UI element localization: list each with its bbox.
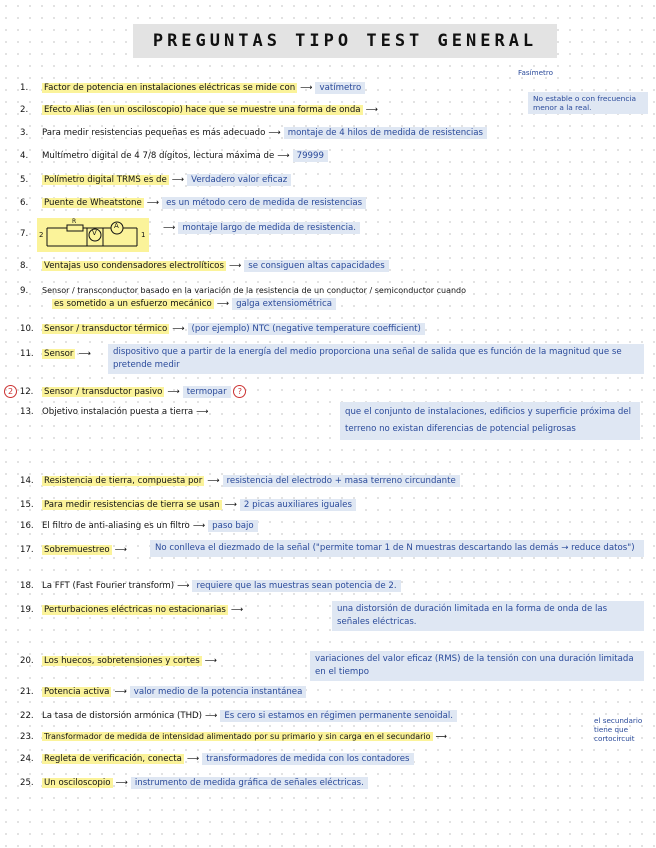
title-banner	[133, 24, 557, 58]
answer-text: se consiguen altas capacidades	[244, 260, 388, 272]
arrow-icon: ⟶	[167, 387, 180, 397]
list-item	[42, 520, 258, 532]
arrow-icon: ⟶	[78, 349, 91, 359]
item-number: 14.	[20, 476, 34, 486]
question-text: Efecto Alias (en un osciloscopio) hace que se muestre una forma de onda	[44, 105, 361, 115]
question-text-cont: es sometido a un esfuerzo mecánico	[54, 299, 212, 309]
item-number: 3.	[20, 128, 29, 138]
arrow-icon: ⟶	[186, 754, 200, 764]
arrow-icon: ⟶	[114, 545, 127, 555]
answer-text: montaje de 4 hilos de medida de resistencias	[284, 127, 487, 139]
item-number: 8.	[20, 261, 29, 271]
question-text: Puente de Wheatstone	[44, 198, 142, 208]
item-number: 2.	[20, 105, 29, 115]
answer-text: 79999	[293, 150, 328, 162]
list-item	[52, 298, 336, 310]
question-text: Multímetro digital de 4 7/8 dígitos, lectura máxima de	[42, 151, 275, 161]
answer-text: 2 picas auxiliares iguales	[240, 499, 356, 511]
item-number: 20.	[20, 656, 34, 666]
answer-text: variaciones del valor eficaz (RMS) de la tensión con una duración limitada en el tiempo	[310, 651, 644, 681]
question-text: La FFT (Fast Fourier transform)	[42, 581, 175, 591]
circled-marker-icon: 2	[4, 385, 17, 398]
answer-text: requiere que las muestras sean potencia de 2.	[192, 580, 400, 592]
question-text: Sensor / transconductor basado en la variación de la resistencia de un conductor / semiconductor cuando	[42, 286, 467, 295]
item-number: 10.	[20, 324, 34, 334]
item-number: 24.	[20, 754, 34, 764]
list-item	[42, 385, 246, 398]
question-text: El filtro de anti-aliasing es un filtro	[42, 521, 190, 531]
side-note-fasimetro: Fasímetro	[518, 68, 554, 77]
item-number: 16.	[20, 521, 34, 531]
arrow-icon: ⟶	[196, 407, 209, 417]
question-text: Transformador de medida de intensidad alimentado por su primario y sin carga en el secundario	[44, 732, 431, 741]
arrow-icon: ⟶	[172, 324, 185, 334]
answer-text: que el conjunto de instalaciones, edificios y superficie próxima del terreno no existan diferencias de potencial peligrosas	[340, 402, 640, 440]
answer-text: vatímetro	[315, 82, 365, 94]
question-text: Perturbaciones eléctricas no estacionarias	[44, 605, 226, 615]
item-number: 1.	[20, 83, 29, 93]
question-text: Regleta de verificación, conecta	[44, 754, 182, 764]
terminal-left: 2	[39, 231, 44, 239]
list-item	[42, 348, 94, 360]
item-number: 23.	[20, 732, 34, 742]
page-title: PREGUNTAS TIPO TEST GENERAL	[152, 31, 538, 51]
list-item	[42, 82, 365, 94]
answer-text: (por ejemplo) NTC (negative temperature coefficient)	[188, 323, 425, 335]
list-item	[42, 475, 460, 487]
answer-text: una distorsión de duración limitada en la forma de onda de las señales eléctricas.	[332, 601, 644, 631]
arrow-icon: ⟶	[216, 299, 230, 309]
question-text: La tasa de distorsión armónica (THD)	[42, 711, 203, 721]
resistor-label: R	[72, 218, 77, 225]
answer-text: es un método cero de medida de resistencias	[162, 197, 366, 209]
answer-text: No conlleva el diezmado de la señal ("permite tomar 1 de N muestras descartando las demás → reduce datos")	[150, 540, 644, 557]
list-item	[42, 544, 130, 556]
answer-text: paso bajo	[208, 520, 258, 532]
question-text: Potencia activa	[44, 687, 110, 697]
answer-text: dispositivo que a partir de la energía del medio proporciona una señal de salida que es función de la magnitud que se pretende medir	[108, 344, 644, 374]
ammeter-label: A	[114, 222, 119, 230]
item-number: 12.	[19, 387, 34, 397]
list-item	[42, 499, 356, 511]
arrow-icon: ⟶	[177, 581, 190, 591]
list-item	[42, 174, 291, 186]
list-item	[160, 222, 360, 234]
arrow-icon: ⟶	[207, 476, 220, 486]
item-number: 13.	[20, 407, 34, 417]
answer-text: Es cero si estamos en régimen permanente senoidal.	[220, 710, 457, 722]
circuit-diagram	[37, 218, 149, 252]
list-item	[42, 127, 487, 139]
arrow-icon: ⟶	[171, 175, 185, 185]
list-item	[42, 753, 414, 765]
item-number: 11.	[20, 349, 34, 359]
question-text: Resistencia de tierra, compuesta por	[44, 476, 203, 486]
answer-text: montaje largo de medida de resistencia.	[178, 222, 360, 234]
list-item	[42, 604, 246, 616]
arrow-icon: ⟶	[114, 687, 127, 697]
item-number: 22.	[20, 711, 34, 721]
arrow-icon: ⟶	[163, 223, 176, 233]
list-item	[42, 104, 381, 116]
item-number: 9.	[20, 286, 29, 296]
answer-text: transformadores de medida con los contadores	[202, 753, 413, 765]
question-text: Sensor / transductor térmico	[44, 324, 168, 334]
side-note-alias: No estable o con frecuencia menor a la real.	[528, 92, 648, 114]
arrow-icon: ⟶	[204, 656, 217, 666]
terminal-right: 1	[141, 231, 146, 239]
arrow-icon: ⟶	[205, 711, 218, 721]
arrow-icon: ⟶	[146, 198, 160, 208]
arrow-icon: ⟶	[230, 605, 244, 615]
answer-text: galga extensiométrica	[232, 298, 336, 310]
item-number: 6.	[20, 198, 29, 208]
question-text: Objetivo instalación puesta a tierra	[42, 407, 194, 417]
list-item	[42, 406, 211, 418]
answer-text: termopar	[183, 386, 231, 398]
list-item	[42, 260, 389, 272]
question-text: Ventajas uso condensadores electrolíticos	[44, 261, 224, 271]
item-number: 15.	[20, 500, 34, 510]
voltmeter-label: V	[92, 229, 97, 237]
question-text: Sensor	[44, 349, 74, 359]
side-note-secundario: el secundario tiene que cortocircuit	[594, 716, 643, 743]
item-number: 18.	[20, 581, 34, 591]
question-text: Para medir resistencias de tierra se usan	[44, 500, 220, 510]
arrow-icon: ⟶	[268, 128, 281, 138]
question-text: Factor de potencia en instalaciones eléctricas se mide con	[44, 83, 296, 93]
arrow-icon: ⟶	[300, 83, 313, 93]
arrow-icon: ⟶	[277, 151, 290, 161]
question-text: Los huecos, sobretensiones y cortes	[44, 656, 200, 666]
arrow-icon: ⟶	[224, 500, 237, 510]
list-item	[42, 655, 220, 667]
arrow-icon: ⟶	[192, 521, 206, 531]
answer-text: instrumento de medida gráfica de señales eléctricas.	[131, 777, 368, 789]
question-text: Para medir resistencias pequeñas es más adecuado	[42, 128, 266, 138]
arrow-icon: ⟶	[365, 105, 378, 115]
item-number: 5.	[20, 175, 29, 185]
item-number: 25.	[20, 778, 34, 788]
answer-text: Verdadero valor eficaz	[187, 174, 291, 186]
question-text: Sobremuestreo	[44, 545, 110, 555]
list-item	[42, 777, 368, 789]
item-number-row	[4, 385, 40, 398]
list-item	[42, 150, 328, 162]
list-item	[42, 731, 450, 743]
answer-text: resistencia del electrodo + masa terreno circundante	[223, 475, 460, 487]
item-number: 19.	[20, 605, 34, 615]
question-text: Polímetro digital TRMS es de	[44, 175, 167, 185]
arrow-icon: ⟶	[115, 778, 128, 788]
list-item	[42, 710, 457, 722]
list-item	[42, 197, 366, 209]
answer-text: valor medio de la potencia instantánea	[130, 686, 307, 698]
arrow-icon: ⟶	[435, 732, 448, 741]
list-item	[42, 580, 401, 592]
list-item	[42, 323, 425, 335]
item-number: 4.	[20, 151, 29, 161]
item-number: 17.	[20, 545, 34, 555]
arrow-icon: ⟶	[228, 261, 242, 271]
item-number: 21.	[20, 687, 34, 697]
list-item	[42, 686, 306, 698]
question-text: Sensor / transductor pasivo	[44, 387, 163, 397]
question-mark-icon: ?	[233, 385, 246, 398]
item-number: 7.	[20, 229, 29, 239]
question-text: Un osciloscopio	[44, 778, 111, 788]
